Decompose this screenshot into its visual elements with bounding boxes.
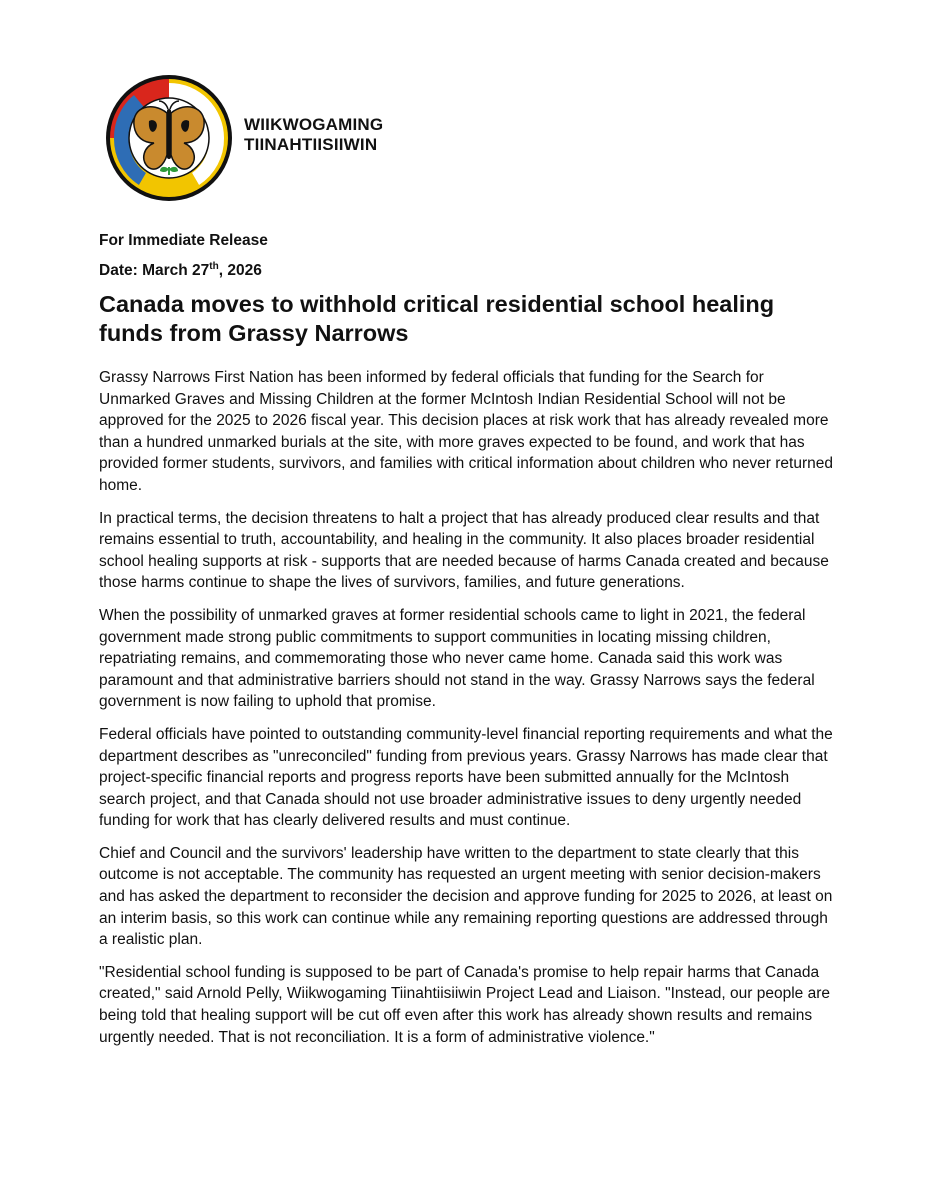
- release-date-ordinal: th: [209, 260, 219, 272]
- paragraph: "Residential school funding is supposed to be part of Canada's promise to help repair harms that Canada created," said Arnold Pelly, Wiikwogaming Tiinahtiisiiwin Project Lead and Liaison. "Instead, our people are being told that healing support will be cut off even after this work has already shown results and remains urgently needed. That is not reconciliation. It is a form of administrative violence.": [99, 963, 831, 1046]
- paragraph: Chief and Council and the survivors' leadership have written to the department to state clearly that this outcome is not acceptable. The community has requested an urgent meeting with senior decision-makers and has asked the department to reconsider the decision and approve funding for 2025 to 2026, at least on an interim basis, so this work can continue while any remaining reporting questions are addressed through a realistic plan.: [99, 844, 833, 949]
- paragraph: When the possibility of unmarked graves at former residential schools came to light in 2021, the federal government made strong public commitments to support communities in locating missing children, repatriating remains, and commemorating those who never came home. Canada said this work was paramount and that administrative barriers should not stand in the way. Grassy Narrows says the federal government is now failing to uphold that promise.: [99, 606, 815, 711]
- organization-name-line-2: TIINAHTIISIIWIN: [244, 135, 378, 154]
- release-date-prefix: Date: March 27: [99, 262, 210, 279]
- paragraph: Grassy Narrows First Nation has been informed by federal officials that funding for the Search for Unmarked Graves and Missing Children at the former McIntosh Indian Residential School will not be approved for the 2025 to 2026 fiscal year. This decision places at risk work that has already revealed more than a hundred unmarked burials at the site, with more graves expected to be found, and work that has provided former students, survivors, and families with critical information about children who never returned home.: [99, 369, 834, 494]
- paragraph: In practical terms, the decision threatens to halt a project that has already produced clear results and that remains essential to truth, accountability, and healing in the community. It also places broader residential school healing supports at risk - supports that are needed because of harms Canada created and because those harms continue to shape the lives of survivors, families, and future generations.: [99, 509, 829, 592]
- organization-name: [244, 115, 383, 155]
- press-release-body: [99, 230, 834, 1059]
- organization-logo: [104, 73, 384, 203]
- headline: Canada moves to withhold critical residential school healing funds from Grassy Narrows: [99, 291, 775, 346]
- release-label: For Immediate Release: [99, 232, 268, 249]
- paragraph: Federal officials have pointed to outstanding community-level financial reporting requirements and what the department describes as "unreconciled" funding from previous years. Grassy Narrows has made clear that project-specific financial reports and progress reports have been submitted annually for the McIntosh search project, and that Canada should not use broader administrative issues to deny urgently needed funding for work that has clearly delivered results and must continue.: [99, 725, 833, 830]
- medicine-wheel-butterfly-icon: [104, 73, 234, 203]
- release-date: [99, 260, 834, 282]
- release-date-suffix: , 2026: [218, 262, 262, 279]
- organization-name-line-1: WIIKWOGAMING: [244, 115, 384, 134]
